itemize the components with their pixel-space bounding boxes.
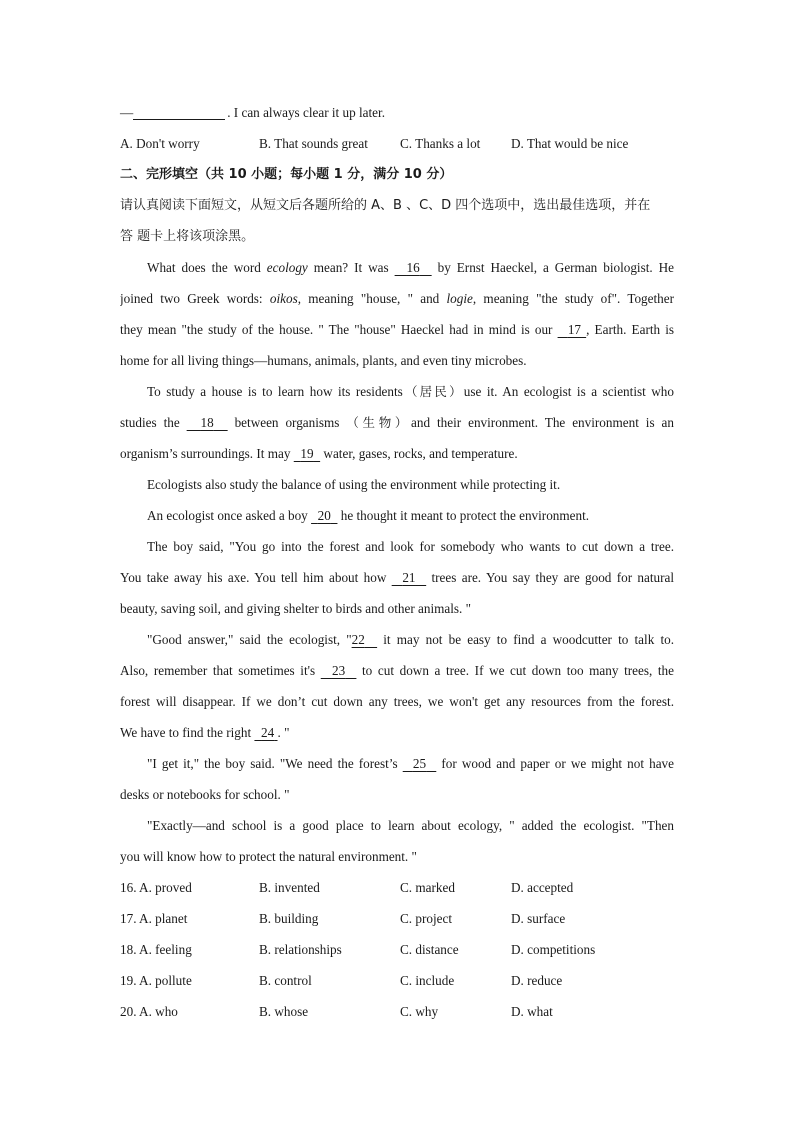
- answer-blank: [133, 104, 225, 120]
- option-a: 20. A. who: [120, 1004, 178, 1019]
- option-d: D. surface: [511, 911, 566, 926]
- question-17-options: [120, 907, 674, 938]
- section-instruction-line2: 答 题卡上将该项涂黑。: [120, 229, 255, 244]
- page-content: [120, 101, 674, 1031]
- question-stem: [120, 101, 674, 132]
- option-a: 18. A. feeling: [120, 942, 192, 957]
- option-c: C. distance: [400, 942, 459, 957]
- option-a: A. Don't worry: [120, 136, 200, 151]
- blank-24: 24: [261, 725, 275, 740]
- question-18-options: [120, 938, 674, 969]
- blank-25: 25: [412, 756, 427, 771]
- blank-20: 20: [317, 508, 331, 523]
- option-a: 16. A. proved: [120, 880, 192, 895]
- blank-23: 23: [331, 663, 346, 678]
- option-a: 19. A. pollute: [120, 973, 192, 988]
- passage-paragraph-6: "Good answer," said the ecologist, "22 it may not be easy to find a woodcutter to talk to. Also, remember that sometimes it's 23 to cut down a tree. If we cut down too many trees, the forest will disappear. If we don’t cut down any trees, we won't get any resources from the forest. We have to find the right 24 . ": [120, 632, 674, 740]
- option-d: D. reduce: [511, 973, 563, 988]
- option-b: B. relationships: [259, 942, 342, 957]
- dash: —: [120, 105, 134, 120]
- stem-text: . I can always clear it up later.: [227, 105, 385, 120]
- top-question-options: [120, 132, 674, 163]
- option-b: B. invented: [259, 880, 320, 895]
- option-b: B. whose: [259, 1004, 309, 1019]
- question-16-options: [120, 876, 674, 907]
- option-b: B. building: [259, 911, 319, 926]
- blank-22: 22: [351, 632, 365, 647]
- passage-paragraph-2: To study a house is to learn how its residents（居民）use it. An ecologist is a scientist who studies the 18 between organisms （生物）and their environment. The environment is an organism’s surroundings. It may 19 water, gases, rocks, and temperature.: [120, 384, 674, 461]
- cloze-options: [120, 876, 674, 1031]
- passage-paragraph-1: What does the word ecology mean? It was 16 by Ernst Haeckel, a German biologist. He joined two Greek words: oikos, meaning "house, " and logie, meaning "the study of". Together they mean "the study of the house. " The "house" Haeckel had in mind is our 17 , Earth. Earth is home for all living things—humans, animals, plants, and even tiny microbes.: [120, 260, 674, 368]
- blank-18: 18: [200, 415, 214, 430]
- option-d: D. what: [511, 1004, 553, 1019]
- blank-17: 17: [567, 322, 582, 337]
- option-d: D. That would be nice: [511, 136, 629, 151]
- passage-paragraph-8: "Exactly—and school is a good place to learn about ecology, " added the ecologist. "Then you will know how to protect the natural environment. ": [120, 818, 674, 864]
- section-instruction-line1: 请认真阅读下面短文，从短文后各题所给的 A、B 、C、D 四个选项中，选出最佳选项，并在: [120, 198, 651, 213]
- option-c: C. include: [400, 973, 455, 988]
- passage-paragraph-7: "I get it," the boy said. "We need the forest’s 25 for wood and paper or we might not have desks or notebooks for school. ": [120, 756, 674, 802]
- question-20-options: [120, 1000, 674, 1031]
- option-b: B. control: [259, 973, 312, 988]
- blank-16: 16: [406, 260, 420, 275]
- option-d: D. accepted: [511, 880, 574, 895]
- option-a: 17. A. planet: [120, 911, 188, 926]
- option-b: B. That sounds great: [259, 136, 368, 151]
- blank-19: 19: [300, 446, 314, 461]
- passage-paragraph-5: The boy said, "You go into the forest and look for somebody who wants to cut down a tree. You take away his axe. You tell him about how 21 trees are. You say they are good for natural beauty, saving soil, and giving shelter to birds and other animals. ": [120, 539, 674, 616]
- passage-paragraph-3: Ecologists also study the balance of using the environment while protecting it.: [147, 477, 561, 492]
- option-c: C. project: [400, 911, 453, 926]
- section-heading: 二、完形填空（共 10 小题；每小题 1 分，满分 10 分）: [120, 167, 453, 182]
- question-19-options: [120, 969, 674, 1000]
- option-c: C. marked: [400, 880, 455, 895]
- option-c: C. Thanks a lot: [400, 136, 481, 151]
- option-c: C. why: [400, 1004, 439, 1019]
- passage-paragraph-4: An ecologist once asked a boy 20 he thought it meant to protect the environment.: [147, 508, 590, 523]
- option-d: D. competitions: [511, 942, 596, 957]
- blank-21: 21: [402, 570, 416, 585]
